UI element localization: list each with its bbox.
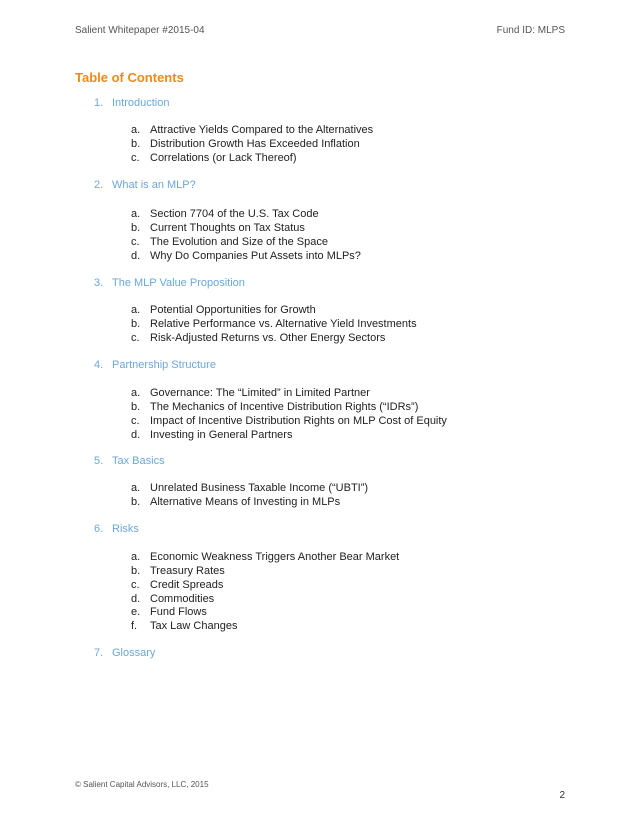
toc-item[interactable] (131, 429, 292, 441)
header-left: Salient Whitepaper #2015-04 (75, 25, 205, 36)
item-text: Impact of Incentive Distribution Rights on MLP Cost of Equity (150, 415, 447, 427)
item-text: Commodities (150, 593, 215, 605)
item-letter: c. (131, 415, 140, 427)
item-letter: a. (131, 208, 141, 220)
item-letter: b. (131, 222, 141, 234)
toc-section-risks[interactable] (94, 523, 139, 535)
item-letter: d. (131, 593, 141, 605)
toc-section-introduction[interactable] (94, 97, 169, 109)
section-number: 7. (94, 647, 104, 659)
item-text: Correlations (or Lack Thereof) (150, 152, 297, 164)
item-letter: b. (131, 318, 141, 330)
item-letter: a. (131, 387, 141, 399)
section-title: Tax Basics (112, 455, 165, 467)
item-text: Alternative Means of Investing in MLPs (150, 496, 341, 508)
toc-item[interactable] (131, 593, 214, 605)
section-title: Partnership Structure (112, 359, 216, 371)
toc-item[interactable] (131, 124, 373, 136)
toc-item[interactable] (131, 304, 316, 316)
item-text: Unrelated Business Taxable Income (“UBTI”) (150, 482, 369, 494)
section-title: The MLP Value Proposition (112, 277, 245, 289)
page-number: 2 (559, 790, 565, 801)
item-letter: b. (131, 496, 141, 508)
item-letter: b. (131, 138, 141, 150)
page-title: Table of Contents (75, 70, 184, 85)
item-text: Potential Opportunities for Growth (150, 304, 316, 316)
item-text: Risk-Adjusted Returns vs. Other Energy Sectors (150, 332, 386, 344)
item-text: Why Do Companies Put Assets into MLPs? (150, 250, 361, 262)
section-number: 4. (94, 359, 104, 371)
item-letter: c. (131, 332, 140, 344)
toc-item[interactable] (131, 551, 399, 563)
item-letter: a. (131, 124, 141, 136)
toc-item[interactable] (131, 332, 385, 344)
item-text: Attractive Yields Compared to the Alternatives (150, 124, 374, 136)
item-letter: b. (131, 401, 141, 413)
toc-item[interactable] (131, 250, 361, 262)
item-text: Fund Flows (150, 606, 207, 618)
copyright-footer: © Salient Capital Advisors, LLC, 2015 (75, 780, 209, 789)
toc-item[interactable] (131, 482, 368, 494)
toc-item[interactable] (131, 222, 305, 234)
toc-item[interactable] (131, 138, 360, 150)
item-text: The Mechanics of Incentive Distribution Rights (“IDRs”) (150, 401, 419, 413)
toc-section-tax-basics[interactable] (94, 455, 165, 467)
item-letter: a. (131, 551, 141, 563)
item-text: Relative Performance vs. Alternative Yield Investments (150, 318, 417, 330)
toc-item[interactable] (131, 606, 207, 618)
section-number: 1. (94, 97, 104, 109)
item-letter: c. (131, 152, 140, 164)
section-number: 2. (94, 179, 104, 191)
section-title: Introduction (112, 97, 170, 109)
item-letter: b. (131, 565, 141, 577)
item-text: The Evolution and Size of the Space (150, 236, 328, 248)
item-text: Treasury Rates (150, 565, 225, 577)
toc-item[interactable] (131, 565, 225, 577)
toc-section-mlp-value-proposition[interactable] (94, 277, 245, 289)
item-letter: a. (131, 482, 141, 494)
toc-item[interactable] (131, 387, 370, 399)
item-text: Credit Spreads (150, 579, 224, 591)
item-letter: a. (131, 304, 141, 316)
item-letter: c. (131, 236, 140, 248)
item-text: Section 7704 of the U.S. Tax Code (150, 208, 319, 220)
section-number: 6. (94, 523, 104, 535)
item-text: Governance: The “Limited” in Limited Partner (150, 387, 370, 399)
toc-item[interactable] (131, 620, 237, 632)
item-letter: d. (131, 429, 141, 441)
toc-item[interactable] (131, 236, 328, 248)
item-letter: e. (131, 606, 141, 618)
toc-item[interactable] (131, 318, 417, 330)
item-text: Investing in General Partners (150, 429, 293, 441)
section-title: What is an MLP? (112, 179, 196, 191)
item-text: Current Thoughts on Tax Status (150, 222, 305, 234)
item-text: Tax Law Changes (150, 620, 238, 632)
toc-item[interactable] (131, 496, 340, 508)
toc-section-glossary[interactable] (94, 647, 155, 659)
section-title: Risks (112, 523, 139, 535)
section-title: Glossary (112, 647, 156, 659)
item-letter: c. (131, 579, 140, 591)
header-right: Fund ID: MLPS (496, 25, 565, 36)
item-text: Economic Weakness Triggers Another Bear Market (150, 551, 400, 563)
item-text: Distribution Growth Has Exceeded Inflation (150, 138, 360, 150)
toc-item[interactable] (131, 579, 223, 591)
item-letter: d. (131, 250, 141, 262)
toc-section-what-is-an-mlp[interactable] (94, 179, 196, 191)
toc-item[interactable] (131, 152, 297, 164)
toc-item[interactable] (131, 401, 418, 413)
toc-item[interactable] (131, 415, 447, 427)
section-number: 5. (94, 455, 104, 467)
item-letter: f. (131, 620, 138, 632)
section-number: 3. (94, 277, 104, 289)
toc-section-partnership-structure[interactable] (94, 359, 216, 371)
toc-item[interactable] (131, 208, 319, 220)
